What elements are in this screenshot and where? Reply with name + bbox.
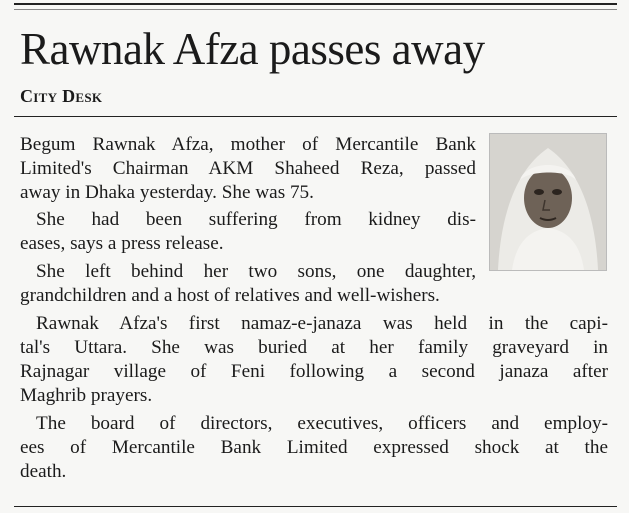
top-thin-rule [14, 9, 617, 10]
body-line-6: She left behind her two sons, one daughter, [36, 261, 476, 282]
body-line-5: eases, says a press release. [20, 233, 224, 254]
bottom-rule [14, 506, 617, 507]
section-label: City Desk [20, 86, 103, 106]
body-line-1: Begum Rawnak Afza, mother of Mercantile Bank [20, 134, 476, 155]
body-line-11: Maghrib prayers. [20, 385, 153, 406]
body-line-4: She had been suffering from kidney dis- [36, 209, 476, 230]
body-line-3: away in Dhaka yesterday. She was 75. [20, 182, 314, 203]
body-line-9: tal's Uttara. She was buried at her family graveyard in [20, 337, 608, 358]
portrait-icon [490, 134, 606, 270]
headline: Rawnak Afza passes away [20, 24, 485, 74]
body-line-14: death. [20, 461, 67, 482]
body-line-13: ees of Mercantile Bank Limited expressed shock at the [20, 437, 608, 458]
portrait-photo [489, 133, 607, 271]
body-line-8: Rawnak Afza's first namaz-e-janaza was held in the capi- [36, 313, 608, 334]
top-rule [14, 3, 617, 5]
body-line-12: The board of directors, executives, officers and employ- [36, 413, 608, 434]
body-line-10: Rajnagar village of Feni following a second janaza after [20, 361, 608, 382]
body-line-2: Limited's Chairman AKM Shaheed Reza, passed [20, 158, 476, 179]
section-rule [14, 116, 617, 117]
body-line-7: grandchildren and a host of relatives and well-wishers. [20, 285, 440, 306]
